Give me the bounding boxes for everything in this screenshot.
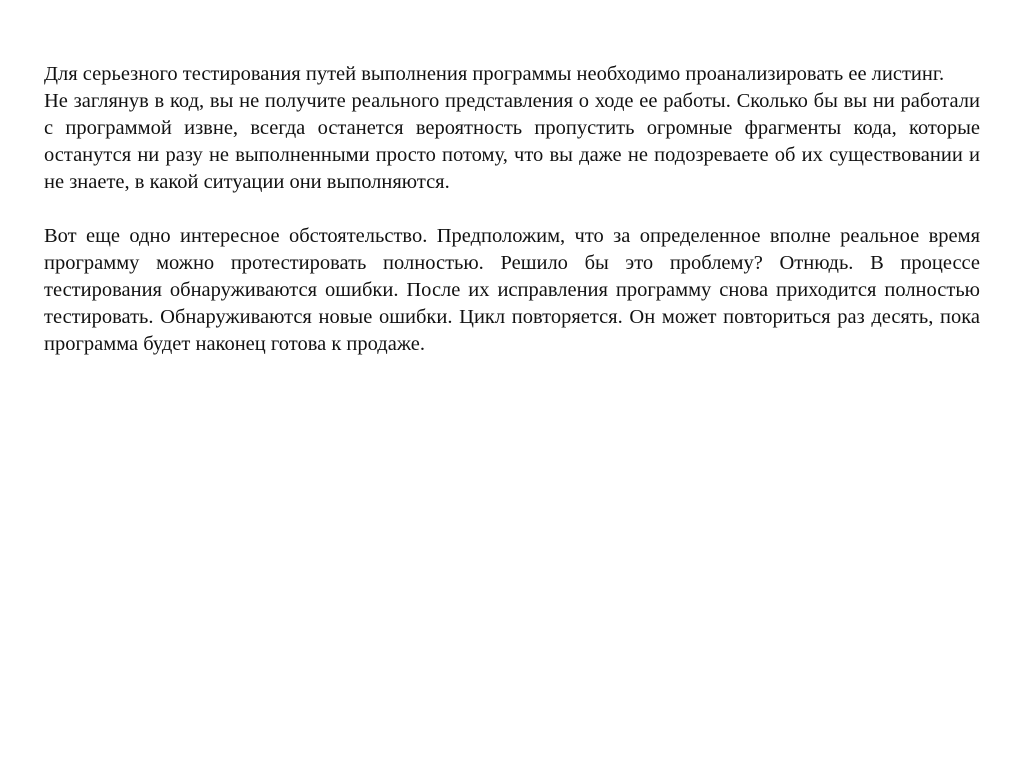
paragraph-3: Вот еще одно интересное обстоятельство. Предположим, что за определенное вполне реальное время программу можно протестировать полностью. Решило бы это проблему? Отнюдь. В процессе тестирования обнаруживаются ошибки. После их исправления программу снова приходится полностью тестировать. Обнаруживаются новые ошибки. Цикл повторяется. Он может повториться раз десять, пока программа будет наконец готова к продаже. [44,225,980,355]
paragraph-2: Не заглянув в код, вы не получите реального представления о ходе ее работы. Сколько бы вы ни работали с программой извне, всегда останется вероятность пропустить огромные фрагменты кода, которые останутся ни разу не выполненными просто потому, что вы даже не подозреваете об их существовании и не знаете, в какой ситуации они выполняются. [44,90,980,193]
paragraph-spacer [44,196,980,223]
body-text [44,61,980,358]
paragraph-1: Для серьезного тестирования путей выполнения программы необходимо проанализировать ее листинг. [44,63,945,85]
